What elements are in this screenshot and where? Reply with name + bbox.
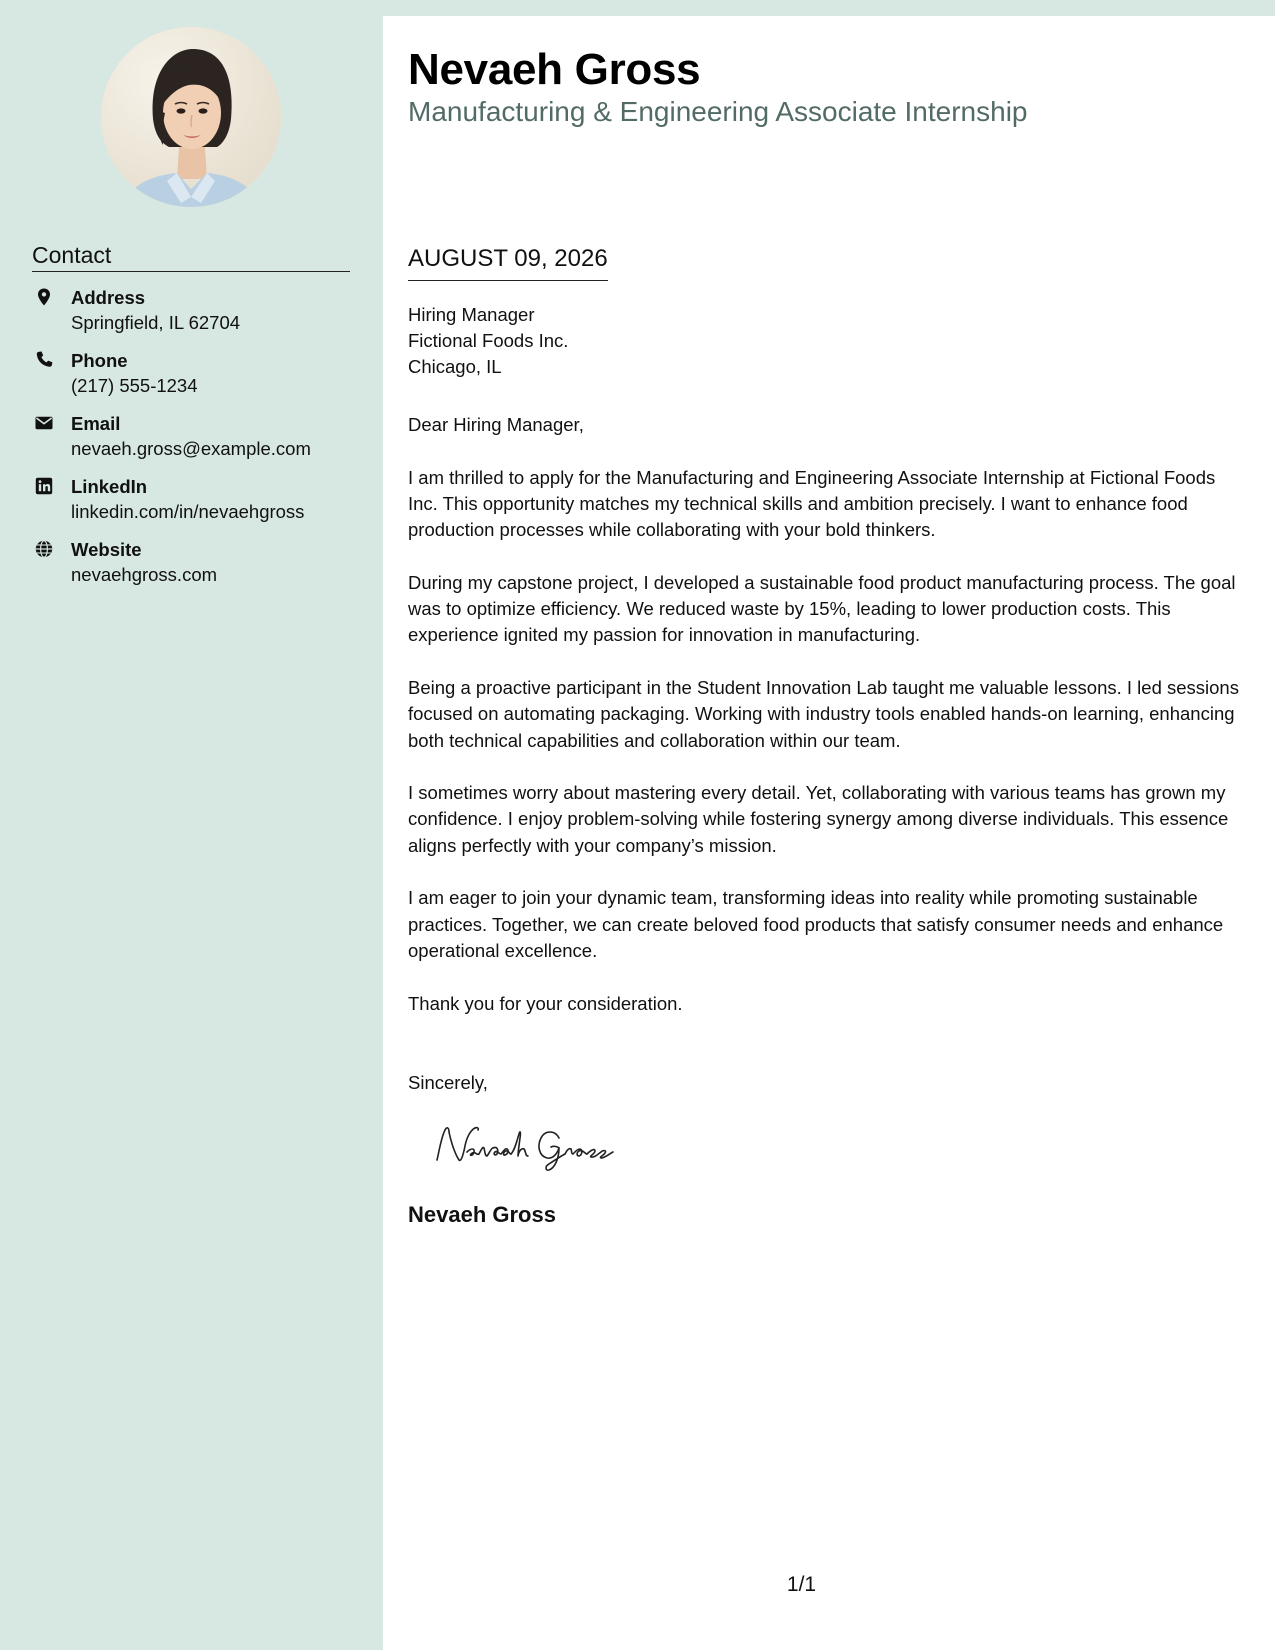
closing: Sincerely, [408,1072,488,1093]
contact-label: Phone [71,350,128,371]
contact-label: Website [71,539,142,560]
letter-page [383,16,1275,1650]
job-title: Manufacturing & Engineering Associate Internship [408,96,1028,127]
contact-label: Email [71,413,121,434]
phone-icon [34,350,54,370]
map-pin-icon [34,287,54,307]
linkedin-icon [34,476,54,496]
salutation: Dear Hiring Manager, [408,414,584,435]
linkedin-value[interactable]: linkedin.com/in/nevaehgross [71,501,305,522]
letter-paragraph: Thank you for your consideration. [408,992,683,1014]
globe-icon [34,539,54,559]
phone-value[interactable]: (217) 555-1234 [71,375,198,396]
page-number: 1/1 [786,1573,817,1596]
signature-image [431,1116,661,1174]
contact-label: Address [71,287,146,308]
contact-heading: Contact [32,240,350,272]
contact-item-address [32,286,362,349]
sidebar [0,0,383,1650]
letter-paragraph: Being a proactive participant in the Student Innovation Lab taught me valuable lessons. I led sessions focused on automating packaging. Working with industry tools enabled hands-on learning, enhancing both technical capabilities and collaboration within our team. [408,676,1239,751]
letter-body [408,412,1248,1043]
signed-name: Nevaeh Gross [408,1202,556,1227]
letter-paragraph: I am thrilled to apply for the Manufacturing and Engineering Associate Internship at Fictional Foods Inc. This opportunity matches my technical skills and ambition precisely. I want to enhance food production processes while collaborating with your bold thinkers. [408,466,1216,541]
recipient-line: Fictional Foods Inc. [408,330,569,351]
email-value[interactable]: nevaeh.gross@example.com [71,438,311,459]
letter-paragraph: I am eager to join your dynamic team, transforming ideas into reality while promoting sustainable practices. Together, we can create beloved food products that satisfy consumer needs and enhance operational excellence. [408,887,1224,961]
website-value[interactable]: nevaehgross.com [71,564,218,585]
contact-label: LinkedIn [71,476,148,497]
contact-item-email [32,412,362,475]
contact-list [32,286,362,601]
recipient-block [408,302,568,380]
contact-item-website [32,538,362,601]
applicant-name: Nevaeh Gross [408,45,701,94]
letter-date: AUGUST 09, 2026 [408,243,608,281]
contact-item-phone [32,349,362,412]
letter-paragraph: I sometimes worry about mastering every detail. Yet, collaborating with various teams has grown my confidence. I enjoy problem-solving while fostering synergy among diverse individuals. This essence aligns perfectly with your company’s mission. [408,782,1229,856]
profile-photo [101,27,281,207]
contact-item-linkedin [32,475,362,538]
recipient-line: Hiring Manager [408,304,535,325]
address-value: Springfield, IL 62704 [71,312,241,333]
envelope-icon [34,413,54,433]
letter-paragraph: During my capstone project, I developed a sustainable food product manufacturing process. The goal was to optimize efficiency. We reduced waste by 15%, leading to lower production costs. This experience ignited my passion for innovation in manufacturing. [408,571,1236,646]
recipient-line: Chicago, IL [408,356,502,377]
